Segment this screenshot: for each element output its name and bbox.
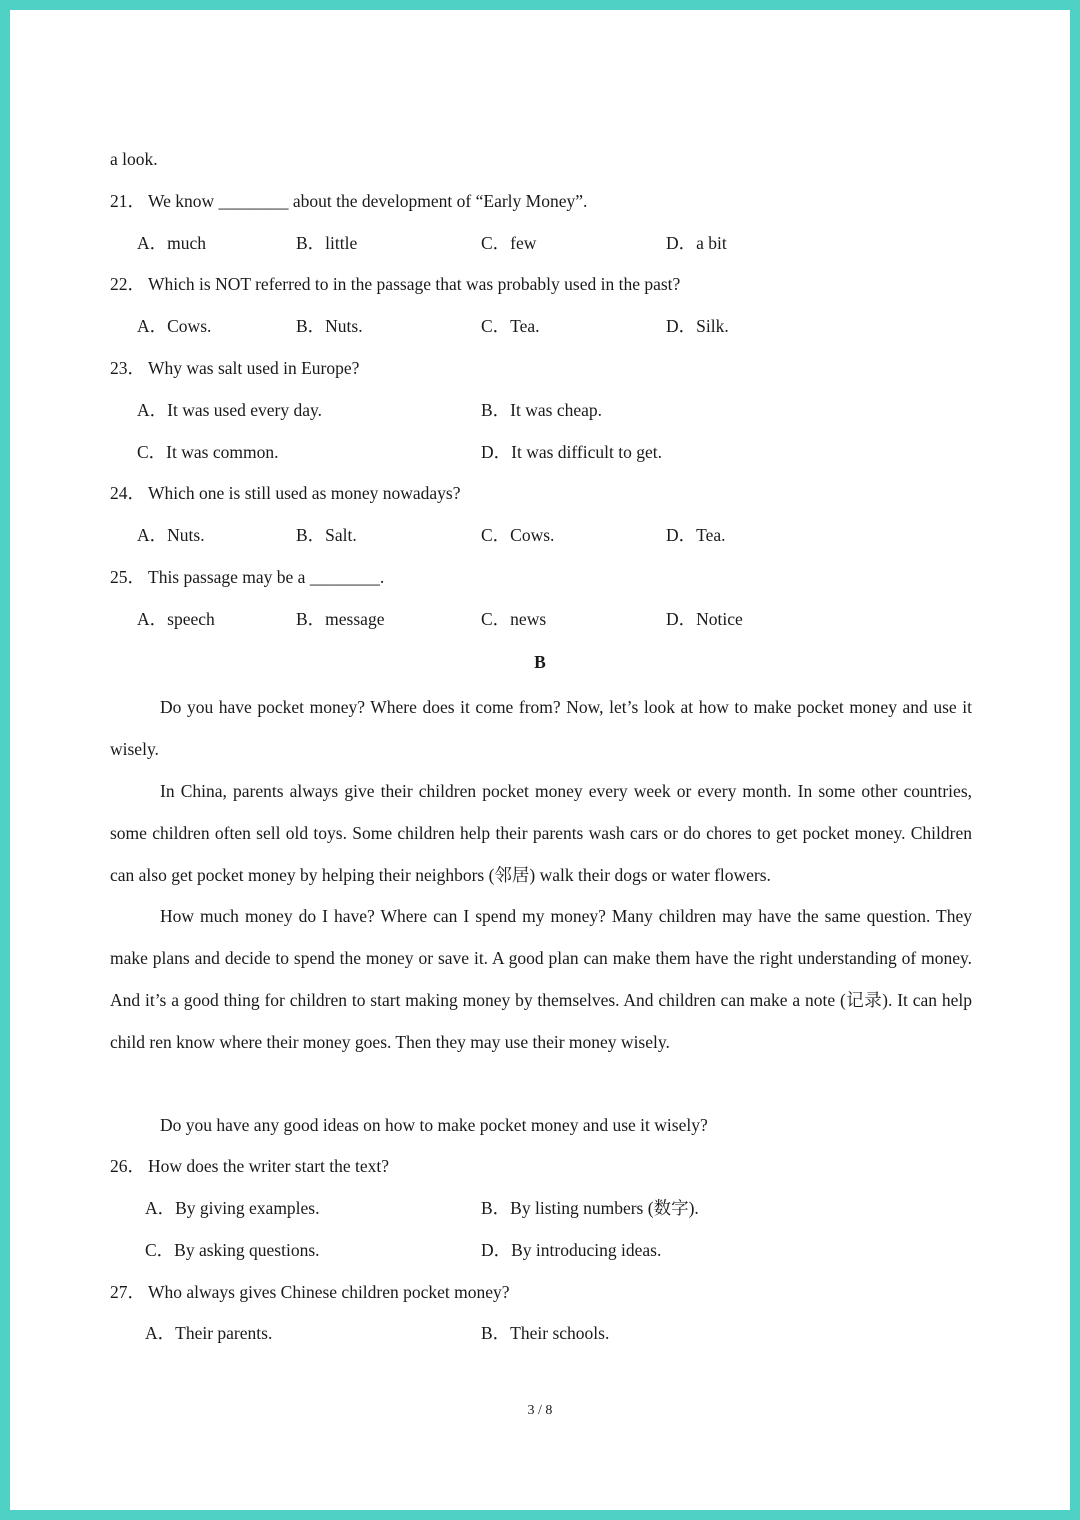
question-text: Who always gives Chinese children pocket money? — [148, 1282, 510, 1302]
question-number: 22． — [110, 274, 145, 294]
continuation-text: a look. — [110, 149, 158, 169]
option-b: B．little — [296, 233, 358, 253]
option-c: C．few — [481, 233, 537, 253]
paragraph-text: Do you have pocket money? Where does it come from? Now, let’s look at how to make pocket money and use it wisely. — [110, 697, 972, 759]
section-title: B — [534, 652, 546, 672]
question-text: Which one is still used as money nowadays? — [148, 483, 461, 503]
option-d: D．Notice — [666, 609, 743, 629]
question-number: 24． — [110, 483, 145, 503]
passage-paragraph-4 — [110, 1104, 972, 1146]
question-number: 26． — [110, 1156, 145, 1176]
option-a: A．much — [137, 233, 207, 253]
option-c: C．Cows. — [481, 525, 555, 545]
passage-paragraph-1 — [110, 686, 972, 770]
option-a: A．It was used every day. — [137, 400, 322, 420]
option-c: C．Tea. — [481, 316, 540, 336]
question-number: 25． — [110, 567, 145, 587]
paragraph-text: In China, parents always give their children pocket money every week or every month. In some other countries, some children often sell old toys. Some children help their parents wash cars or do chores to get pocket money. Children can also get pocket money by helping their neighbors (邻居) walk their dogs or water flowers. — [110, 781, 972, 885]
question-text: How does the writer start the text? — [148, 1156, 390, 1176]
option-a: A．Nuts. — [137, 525, 205, 545]
option-d: D．a bit — [666, 233, 727, 253]
question-number: 27． — [110, 1282, 145, 1302]
paragraph-text: Do you have any good ideas on how to make pocket money and use it wisely? — [160, 1115, 708, 1135]
option-b: B．Their schools. — [481, 1323, 610, 1343]
option-a: A．Cows. — [137, 316, 212, 336]
question-number: 21． — [110, 191, 145, 211]
question-text: Why was salt used in Europe? — [148, 358, 360, 378]
option-c: C．news — [481, 609, 547, 629]
option-b: B．Nuts. — [296, 316, 363, 336]
question-text: We know ________ about the development of “Early Money”. — [148, 191, 588, 211]
option-b: B．By listing numbers (数字). — [481, 1198, 699, 1218]
option-d: D．Tea. — [666, 525, 726, 545]
paragraph-text: How much money do I have? Where can I spend my money? Many children may have the same question. They make plans and decide to spend the money or save it. A good plan can make them have the right understanding of money. And it’s a good thing for children to start making money by themselves. And children can make a note (记录). It can help child ren know where their money goes. Then they may use their money wisely. — [110, 906, 972, 1052]
question-text: Which is NOT referred to in the passage that was probably used in the past? — [148, 274, 681, 294]
option-c: C．It was common. — [137, 442, 279, 462]
option-c: C．By asking questions. — [145, 1240, 320, 1260]
option-b: B．Salt. — [296, 525, 357, 545]
passage-paragraph-2 — [110, 770, 972, 896]
option-a: A．Their parents. — [145, 1323, 273, 1343]
option-a: A．speech — [137, 609, 215, 629]
option-b: B．It was cheap. — [481, 400, 603, 420]
page-number: 3 / 8 — [527, 1403, 553, 1418]
passage-paragraph-3 — [110, 895, 972, 1063]
option-b: B．message — [296, 609, 385, 629]
question-text: This passage may be a ________. — [148, 567, 385, 587]
option-a: A．By giving examples. — [145, 1198, 320, 1218]
question-number: 23． — [110, 358, 145, 378]
option-d: D．By introducing ideas. — [481, 1240, 662, 1260]
option-d: D．It was difficult to get. — [481, 442, 662, 462]
option-d: D．Silk. — [666, 316, 729, 336]
